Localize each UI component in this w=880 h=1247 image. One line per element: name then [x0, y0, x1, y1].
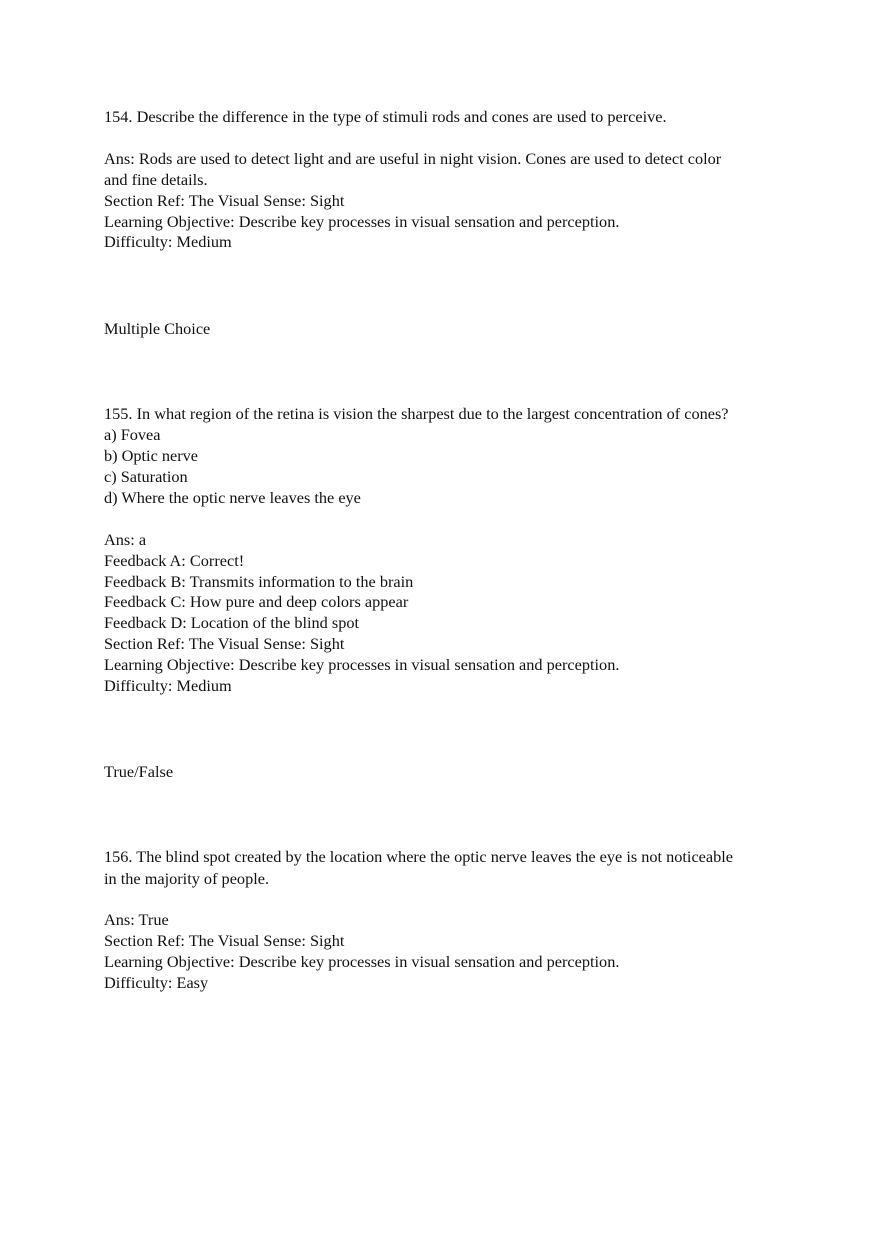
q156-learning-objective: Learning Objective: Describe key processes in visual sensation and perception. — [104, 952, 620, 971]
q155-feedback-d: Feedback D: Location of the blind spot — [104, 613, 360, 632]
q154-learning-objective: Learning Objective: Describe key processes in visual sensation and perception. — [104, 212, 620, 231]
q155-answer: Ans: a — [104, 530, 147, 549]
q155-learning-objective: Learning Objective: Describe key processes in visual sensation and perception. — [104, 655, 620, 674]
q155-feedback-a: Feedback A: Correct! — [104, 551, 245, 570]
q154-question: 154. Describe the difference in the type of stimuli rods and cones are used to perceive. — [104, 107, 667, 126]
q155-option-d: d) Where the optic nerve leaves the eye — [104, 488, 361, 507]
q155-section-ref: Section Ref: The Visual Sense: Sight — [104, 634, 345, 653]
q154-answer-line2: and fine details. — [104, 170, 208, 189]
q155-feedback-b: Feedback B: Transmits information to the brain — [104, 572, 414, 591]
q155-question: 155. In what region of the retina is vision the sharpest due to the largest concentration of cones? — [104, 404, 729, 423]
q154-section-ref: Section Ref: The Visual Sense: Sight — [104, 191, 345, 210]
q156-answer: Ans: True — [104, 910, 169, 929]
section-heading-true-false: True/False — [104, 762, 174, 781]
q155-option-c: c) Saturation — [104, 467, 188, 486]
q156-question-line2: in the majority of people. — [104, 869, 270, 888]
q156-section-ref: Section Ref: The Visual Sense: Sight — [104, 931, 345, 950]
q155-feedback-c: Feedback C: How pure and deep colors appear — [104, 592, 409, 611]
q155-difficulty: Difficulty: Medium — [104, 676, 232, 695]
q154-difficulty: Difficulty: Medium — [104, 232, 232, 251]
q156-difficulty: Difficulty: Easy — [104, 973, 209, 992]
q155-option-a: a) Fovea — [104, 425, 161, 444]
q155-option-b: b) Optic nerve — [104, 446, 199, 465]
q154-answer-line1: Ans: Rods are used to detect light and are useful in night vision. Cones are used to detect color — [104, 149, 722, 168]
section-heading-multiple-choice: Multiple Choice — [104, 319, 211, 338]
q156-question-line1: 156. The blind spot created by the location where the optic nerve leaves the eye is not noticeable — [104, 847, 734, 866]
